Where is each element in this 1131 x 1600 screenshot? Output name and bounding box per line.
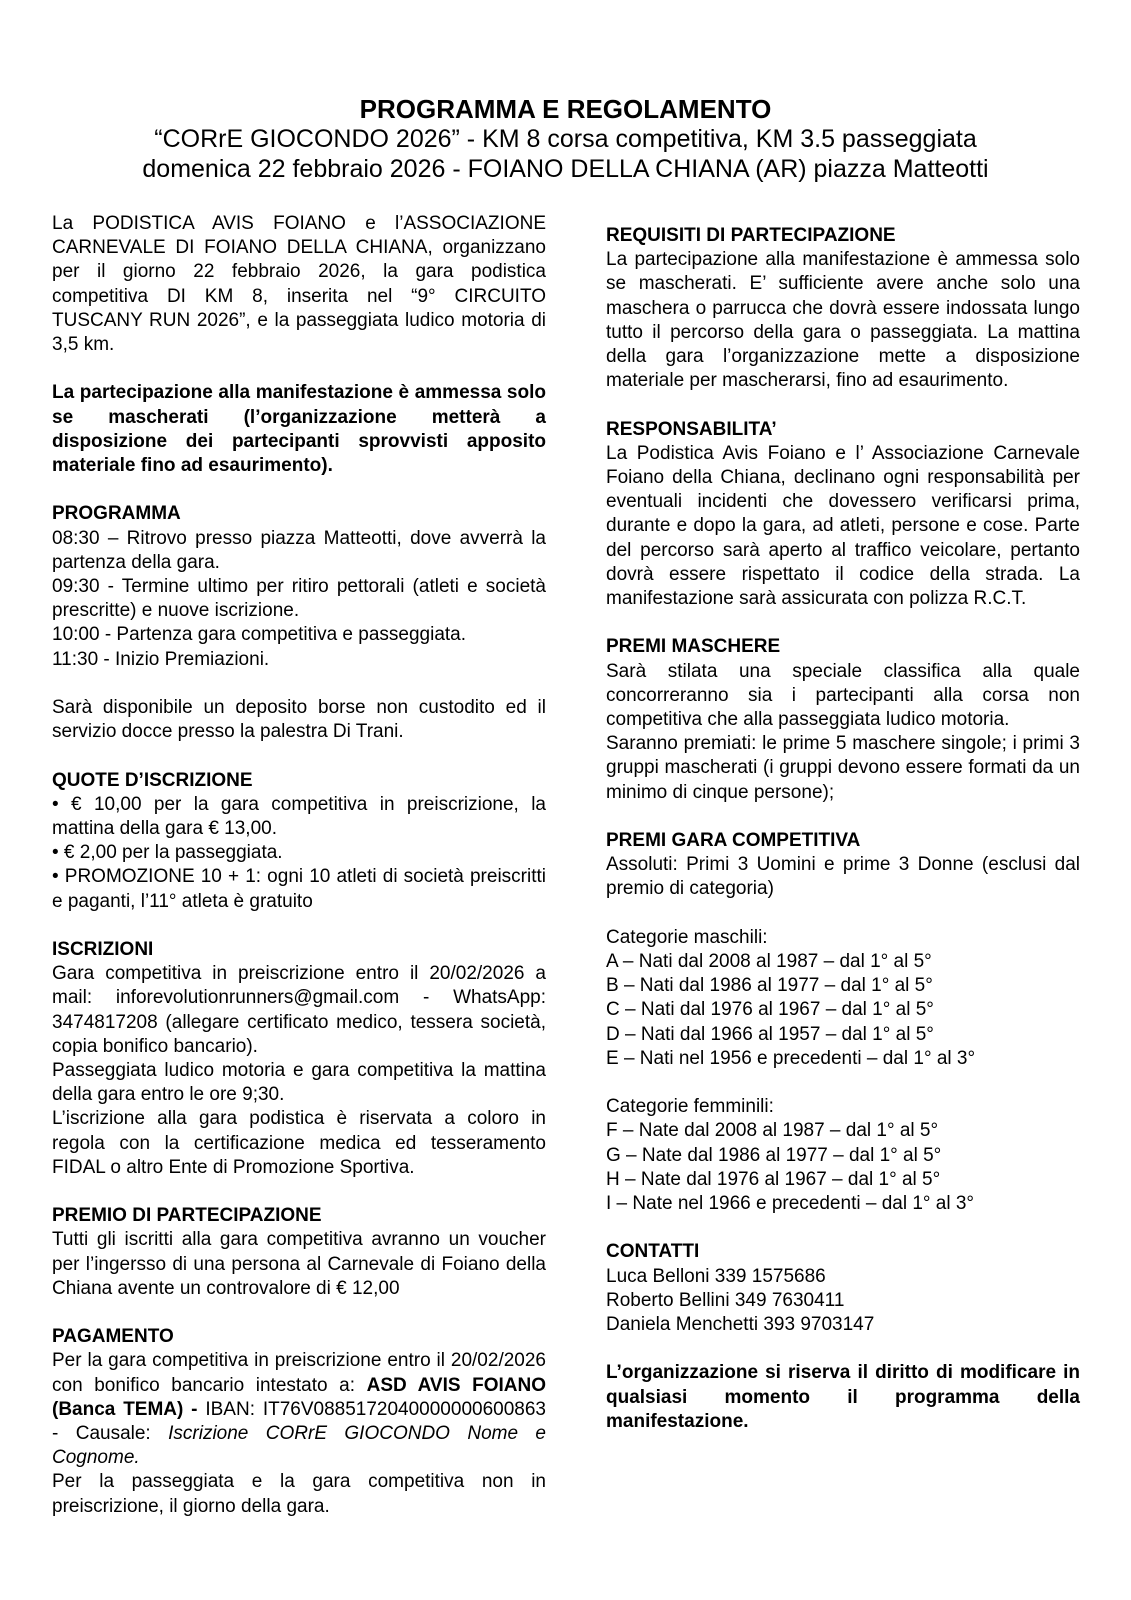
registration-paragraph: Passeggiata ludico motoria e gara competitiva la mattina della gara entro le ore 9;30. [52, 1060, 546, 1106]
female-category-item: F – Nate dal 2008 al 1987 – dal 1° al 5° [606, 1120, 939, 1142]
section-heading-premi-gara: PREMI GARA COMPETITIVA [606, 830, 861, 852]
spacer [52, 357, 546, 381]
section-heading-quote-iscrizione: QUOTE D’ISCRIZIONE [52, 769, 253, 791]
right-column [606, 224, 1080, 1434]
section-heading-premio-partecipazione: PREMIO DI PARTECIPAZIONE [52, 1205, 322, 1227]
male-category-item: E – Nati nel 1956 e precedenti – dal 1° al 3° [606, 1047, 976, 1069]
section-heading-programma: PROGRAMMA [52, 503, 181, 525]
program-change-notice: L’organizzazione si riserva il diritto di modificare in qualsiasi momento il programma della manifestazione. [606, 1362, 1080, 1432]
document-subtitle-event: “CORrE GIOCONDO 2026” - KM 8 corsa competitiva, KM 3.5 passeggiata [154, 125, 977, 153]
payment-paragraph [52, 1349, 546, 1470]
section-heading-contatti: CONTATTI [606, 1241, 700, 1263]
spacer [606, 902, 1080, 926]
spacer [52, 1301, 546, 1325]
male-category-item: C – Nati dal 1976 al 1967 – dal 1° al 5° [606, 999, 934, 1021]
female-categories-label: Categorie femminili: [606, 1096, 774, 1118]
spacer [606, 1216, 1080, 1240]
spacer [606, 805, 1080, 829]
deposit-note-paragraph: Sarà disponibile un deposito borse non custodito ed il servizio docce presso la palestra Di Trani. [52, 697, 546, 743]
spacer [606, 1071, 1080, 1095]
spacer [52, 914, 546, 938]
schedule-item: 11:30 - Inizio Premiazioni. [52, 648, 270, 670]
registration-paragraph: L’iscrizione alla gara podistica è riservata a coloro in regola con la certificazione medica ed tesseramento FIDAL o altro Ente di Promozione Sportiva. [52, 1108, 546, 1178]
schedule-item: 09:30 - Termine ultimo per ritiro pettorali (atleti e società prescritte) e nuove iscrizione. [52, 576, 546, 622]
payment-iban: IBAN: IT76V0885172040000000600863 - Causale: [52, 1398, 546, 1445]
payment-payee-bold: ASD AVIS FOIANO (Banca TEMA) - [52, 1374, 546, 1420]
mask-prizes-paragraph: Sarà stilata una speciale classifica alla quale concorreranno sia i partecipanti alla corsa non competitiva che alla passeggiata ludico motoria. [606, 660, 1080, 731]
male-category-item: A – Nati dal 2008 al 1987 – dal 1° al 5° [606, 951, 932, 973]
overall-prizes-paragraph: Assoluti: Primi 3 Uomini e prime 3 Donne (esclusi dal premio di categoria) [606, 854, 1080, 900]
spacer [52, 1180, 546, 1204]
left-column [52, 212, 546, 1519]
male-category-item: D – Nati dal 1966 al 1957 – dal 1° al 5° [606, 1023, 934, 1045]
spacer [606, 1337, 1080, 1361]
schedule-item: 10:00 - Partenza gara competitiva e passeggiata. [52, 624, 467, 646]
schedule-item: 08:30 – Ritrovo presso piazza Matteotti, dove avverrà la partenza della gara. [52, 527, 546, 573]
section-heading-requisiti: REQUISITI DI PARTECIPAZIONE [606, 225, 896, 246]
spacer [52, 478, 546, 502]
fee-item: • € 10,00 per la gara competitiva in preiscrizione, la mattina della gara € 13,00. [52, 793, 546, 840]
female-category-item: I – Nate nel 1966 e precedenti – dal 1° al 3° [606, 1193, 975, 1215]
female-category-item: G – Nate dal 1986 al 1977 – dal 1° al 5° [606, 1144, 942, 1166]
spacer [606, 611, 1080, 635]
mask-prizes-paragraph: Saranno premiati: le prime 5 maschere singole; i primi 3 gruppi mascherati (i gruppi devono essere formati da un minimo di cinque persone); [606, 733, 1080, 803]
fee-item: • € 2,00 per la passeggiata. [52, 842, 283, 864]
male-category-item: B – Nati dal 1986 al 1977 – dal 1° al 5° [606, 975, 933, 997]
section-heading-responsabilita: RESPONSABILITA’ [606, 418, 777, 440]
section-heading-premi-maschere: PREMI MASCHERE [606, 636, 781, 658]
contact-item: Daniela Menchetti 393 9703147 [606, 1314, 875, 1336]
liability-paragraph: La Podistica Avis Foiano e l’ Associazione Carnevale Foiano della Chiana, declinano ogni responsabilità per eventuali incidenti che dovessero verificarsi prima, durante e dopo la gara, ad atleti, persone e cose. Parte del percorso sarà aperto al traffico veicolare, pertanto dovrà essere rispettato il codice della strada. La manifestazione sarà assicurata con polizza R.C.T. [606, 442, 1080, 610]
registration-paragraph: Gara competitiva in preiscrizione entro il 20/02/2026 a mail: inforevolutionrunners@gmail.com - WhatsApp: 3474817208 (allegare certificato medico, tessera società, copia bonifico bancario). [52, 963, 546, 1057]
spacer [606, 393, 1080, 417]
masked-participation-notice: La partecipazione alla manifestazione è ammessa solo se mascherati (l’organizzazione metterà a disposizione dei partecipanti sprovvisti apposito materiale fino ad esaurimento). [52, 382, 546, 477]
intro-paragraph: La PODISTICA AVIS FOIANO e l’ASSOCIAZIONE CARNEVALE DI FOIANO DELLA CHIANA, organizzano per il giorno 22 febbraio 2026, la gara podistica competitiva DI KM 8, inserita nel “9° CIRCUITO TUSCANY RUN 2026”, e la passeggiata ludico motoria di 3,5 km. [52, 213, 546, 356]
spacer [52, 672, 546, 696]
female-category-item: H – Nate dal 1976 al 1967 – dal 1° al 5° [606, 1168, 941, 1190]
section-heading-iscrizioni: ISCRIZIONI [52, 939, 154, 961]
document-title: PROGRAMMA E REGOLAMENTO [359, 94, 772, 124]
payment-paragraph: Per la passeggiata e la gara competitiva non in preiscrizione, il giorno della gara. [52, 1471, 546, 1517]
payment-causale-italic: Iscrizione CORrE GIOCONDO Nome e Cognome. [52, 1423, 546, 1469]
participation-prize-paragraph: Tutti gli iscritti alla gara competitiva avranno un voucher per l’ingersso di una persona al Carnevale di Foiano della Chiana avente un controvalore di € 12,00 [52, 1229, 546, 1299]
payment-text: Per la gara competitiva in preiscrizione entro il 20/02/2026 con bonifico bancario intestato a: [52, 1350, 546, 1396]
document-subtitle-date-place: domenica 22 febbraio 2026 - FOIANO DELLA CHIANA (AR) piazza Matteotti [142, 155, 989, 183]
male-categories-label: Categorie maschili: [606, 926, 768, 948]
document-header [0, 94, 1131, 184]
fee-item: • PROMOZIONE 10 + 1: ogni 10 atleti di società preiscritti e paganti, l’11° atleta è gratuito [52, 866, 546, 912]
spacer [52, 744, 546, 768]
contact-item: Luca Belloni 339 1575686 [606, 1265, 826, 1287]
contact-item: Roberto Bellini 349 7630411 [606, 1289, 845, 1311]
requirements-paragraph: La partecipazione alla manifestazione è ammessa solo se mascherati. E’ sufficiente avere anche solo una maschera o parrucca che dovrà essere indossata lungo tutto il percorso della gara o passeggiata. La mattina della gara l’organizzazione mette a disposizione materiale per mascherarsi, fino ad esaurimento. [606, 249, 1080, 392]
section-heading-pagamento: PAGAMENTO [52, 1326, 174, 1348]
